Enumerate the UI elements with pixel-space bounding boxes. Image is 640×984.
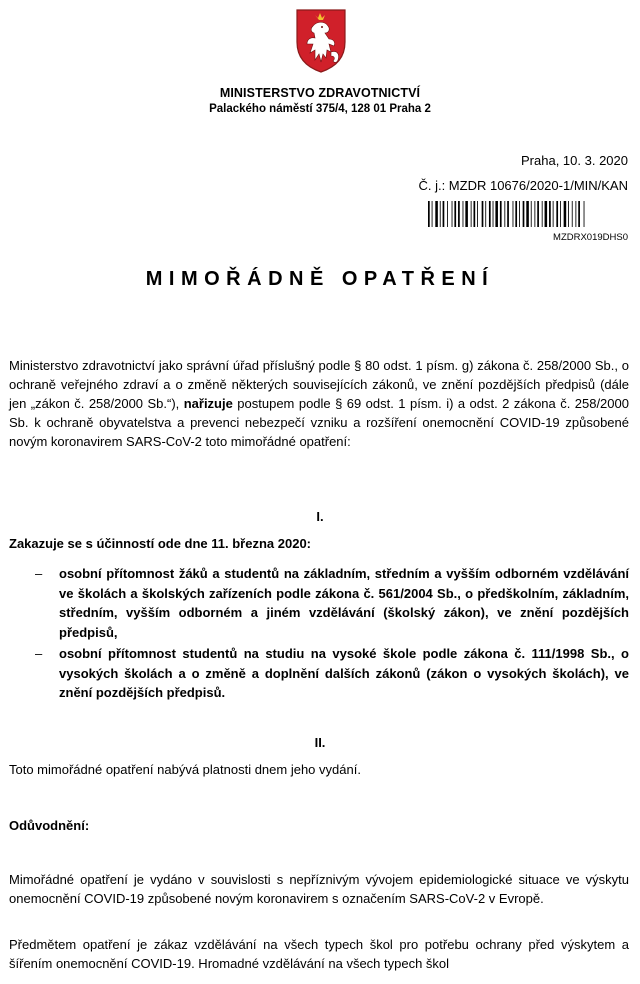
intro-text-before: Ministerstvo zdravotnictví jako správní úřad příslušný podle § 80 odst. 1 písm. g) zákona č. 258/2000 Sb., o ochraně veřejného zdraví a o změně některých souvisejících zákonů, ve znění pozdějších předpisů (dále jen „zákon č. 258/2000 Sb.“), (9, 358, 629, 411)
intro-text-after: postupem podle § 69 odst. 1 písm. i) a odst. 2 zákona č. 258/2000 Sb. k ochraně obyvatelstva a prevenci nebezpečí vzniku a rozšíření onemocnění COVID-19 způsobené novým koronavirem SARS-CoV-2 toto mimořádné opatření: (9, 396, 629, 449)
justification-paragraph-1: Mimořádné opatření je vydáno v souvislosti s nepříznivým vývojem epidemiologické situace ve výskytu onemocnění COVID-19 způsobené novým koronavirem s označením SARS-CoV-2 v Evropě. (9, 872, 629, 906)
ministry-name: MINISTERSTVO ZDRAVOTNICTVÍ (219, 86, 421, 100)
barcode-icon (428, 201, 628, 227)
barcode-caption: MZDRX019DHS0 (553, 232, 628, 243)
section-1-lead: Zakazuje se s účinností ode dne 11. března 2020: (9, 536, 312, 551)
section-2-heading: II. (314, 735, 326, 750)
section-2-text: Toto mimořádné opatření nabývá platnosti dnem jeho vydání. (9, 762, 361, 777)
justification-paragraph-2: Předmětem opatření je zákaz vzdělávání na všech typech škol pro potřebu ochrany před výskytem a šířením onemocnění COVID-19. Hromadné vzdělávání na všech typech škol (9, 937, 629, 971)
intro-paragraph (9, 356, 629, 451)
ministry-address: Palackého náměstí 375/4, 128 01 Praha 2 (209, 103, 431, 115)
list-item (9, 644, 629, 703)
prohibition-list (9, 564, 629, 705)
intro-bold-word: nařizuje (183, 396, 233, 411)
justification-heading: Odůvodnění: (9, 818, 90, 833)
list-item (9, 564, 629, 642)
dash-bullet: – (35, 646, 43, 661)
list-item-text: osobní přítomnost žáků a studentů na základním, středním a vyšším odborném vzdělávání ve školách a školských zařízeních podle zákona č. 561/2004 Sb., o předškolním, základním, středním, vyšším odborném a jiném vzdělávání (školský zákon), ve znění pozdějších předpisů, (59, 566, 629, 640)
coat-of-arms-icon (293, 6, 349, 74)
dash-bullet: – (35, 566, 43, 581)
list-item-text: osobní přítomnost studentů na studiu na vysoké škole podle zákona č. 111/1998 Sb., o vysokých školách a o změně a doplnění dalších zákonů (zákon o vysokých školách), ve znění pozdějších předpisů. (59, 646, 629, 700)
place-and-date: Praha, 10. 3. 2020 (521, 153, 628, 168)
document-title: MIMOŘÁDNĚ OPATŘENÍ (145, 268, 495, 290)
section-1-heading: I. (316, 509, 324, 524)
reference-number: Č. j.: MZDR 10676/2020-1/MIN/KAN (418, 178, 628, 193)
